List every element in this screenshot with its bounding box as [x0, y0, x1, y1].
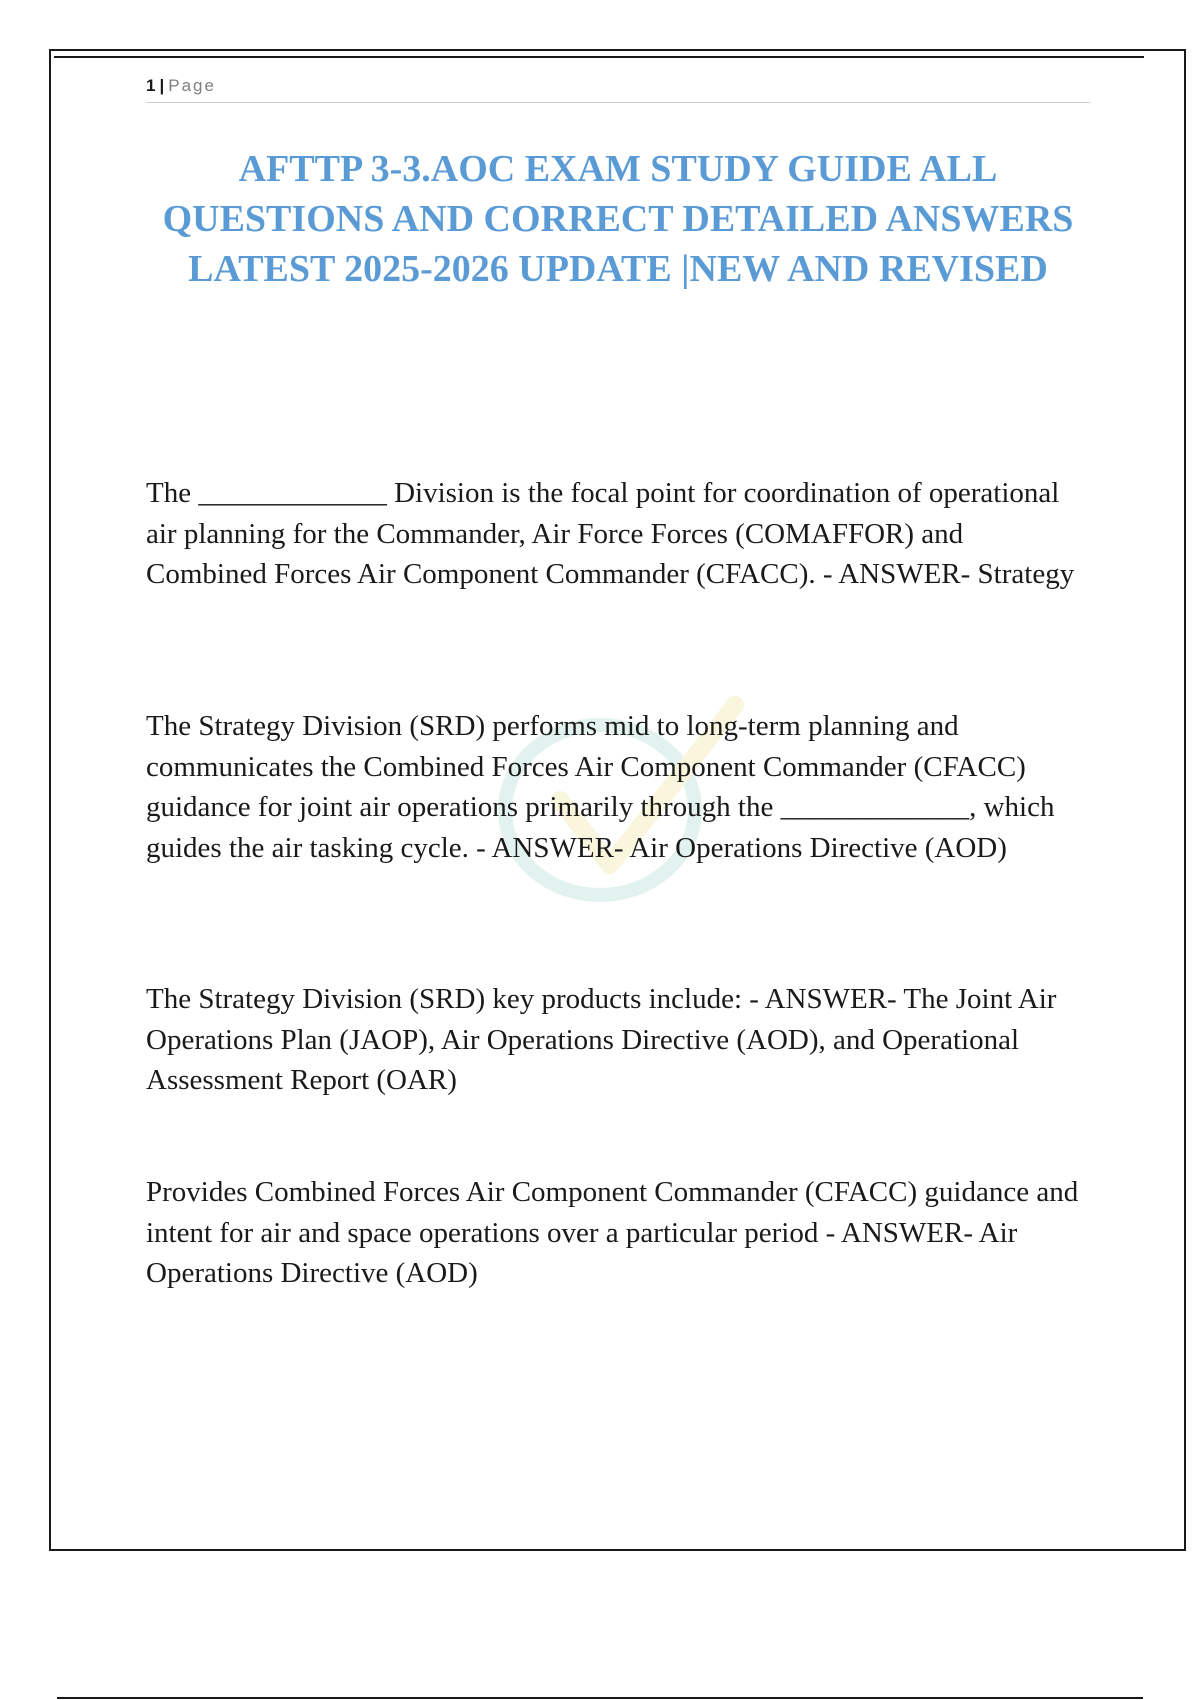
- page-separator: |: [159, 76, 165, 95]
- qa-item-1: The _____________ Division is the focal point for coordination of operational air planning for the Commander, Air Force Forces (COMAFFOR) and Combined Forces Air Component Commander (CFACC). - ANSWER- Strategy: [146, 477, 1075, 590]
- qa-item-2: The Strategy Division (SRD) performs mid to long-term planning and communicates the Combined Forces Air Component Commander (CFACC) guidance for joint air operations primarily through the _____________, which guides the air tasking cycle. - ANSWER- Air Operations Directive (AOD): [146, 710, 1055, 864]
- qa-item-3: The Strategy Division (SRD) key products include: - ANSWER- The Joint Air Operations Plan (JAOP), Air Operations Directive (AOD), and Operational Assessment Report (OAR): [146, 983, 1057, 1096]
- document-title: AFTTP 3-3.AOC EXAM STUDY GUIDE ALL QUESTIONS AND CORRECT DETAILED ANSWERS LATEST 2025-2026 UPDATE |NEW AND REVISED: [162, 148, 1074, 290]
- page-label: Page: [168, 76, 216, 95]
- page-number: 1: [146, 76, 156, 95]
- top-rule: [54, 56, 1144, 58]
- page-header: [146, 74, 1090, 103]
- qa-item-4: Provides Combined Forces Air Component Commander (CFACC) guidance and intent for air and space operations over a particular period - ANSWER- Air Operations Directive (AOD): [146, 1176, 1079, 1289]
- bottom-rule: [57, 1697, 1143, 1699]
